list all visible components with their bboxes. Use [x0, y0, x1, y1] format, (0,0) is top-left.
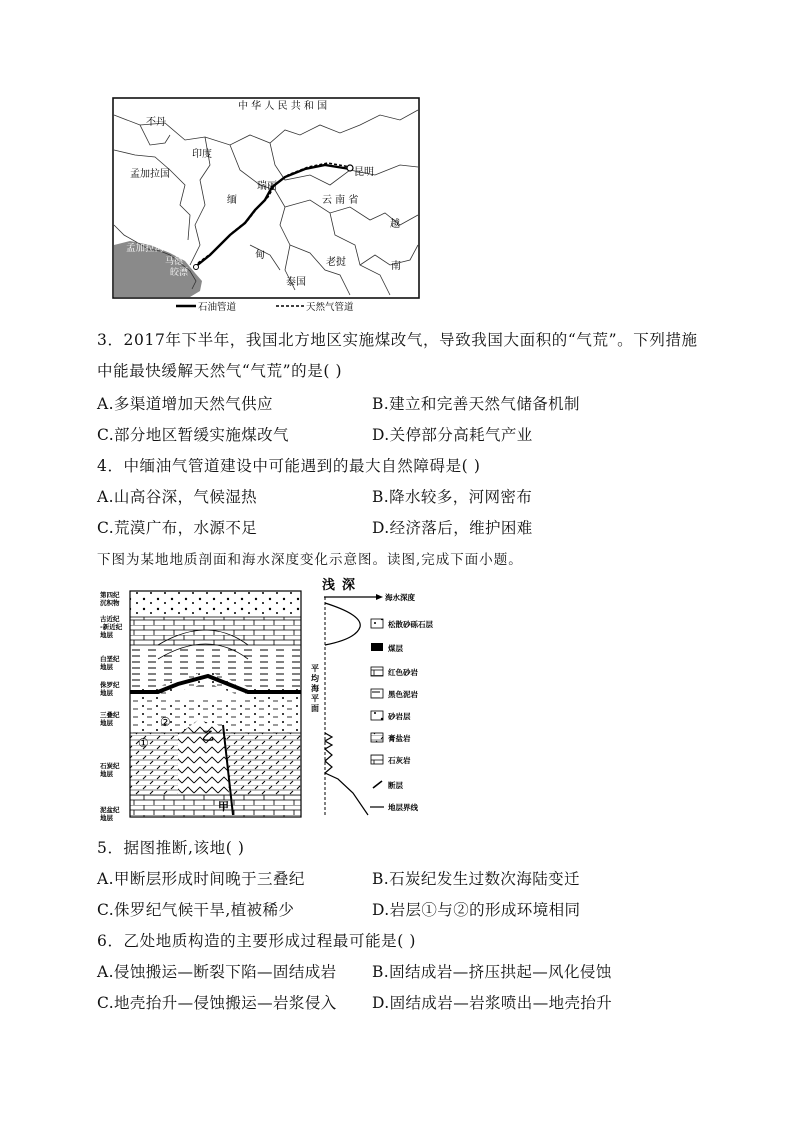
legend-boundary: 地层界线	[388, 803, 418, 812]
label-kunming: 昆明	[354, 167, 374, 178]
q3-option-b[interactable]: B.建立和完善天然气储备机制	[372, 395, 580, 413]
q6-option-c[interactable]: C.地壳抬升—侵蚀搬运—岩浆侵入	[97, 994, 337, 1012]
legend-oil-label: 石油管道	[198, 302, 237, 313]
label-myanmar-2: 甸	[255, 250, 265, 261]
mark-jia: 甲	[218, 800, 229, 813]
q5-option-a[interactable]: A.甲断层形成时间晚于三叠纪	[97, 870, 305, 888]
section-intro: 下图为某地地质剖面和海水深度变化示意图。读图,完成下面小题。	[97, 552, 523, 568]
label-devonian-2: 地层	[100, 814, 113, 822]
q5-option-c[interactable]: C.侏罗纪气候干旱,植被稀少	[97, 901, 295, 919]
q5-option-d[interactable]: D.岩层①与②的形成环境相同	[372, 901, 581, 919]
geo-legend	[370, 619, 433, 812]
label-sea-depth: 海水深度	[385, 593, 415, 602]
svg-text:平: 平	[311, 664, 319, 673]
label-paleogene-2: -新近纪	[100, 623, 123, 631]
label-bay: 孟加拉湾	[126, 243, 165, 254]
legend-limestone-swatch	[371, 755, 383, 764]
label-jurassic-2: 地层	[100, 689, 113, 697]
legend-fault-swatch	[373, 781, 382, 788]
legend-red-sandstone-swatch	[371, 667, 383, 676]
q4-option-d[interactable]: D.经济落后，维护困难	[372, 519, 533, 537]
cross-section	[130, 591, 301, 817]
q6-option-d[interactable]: D.固结成岩—岩浆喷出—地壳抬升	[372, 994, 613, 1012]
legend-conglomerate: 松散砂砾石层	[388, 620, 433, 629]
label-vietnam-1: 越	[390, 219, 400, 230]
legend-red-sandstone: 红色砂岩	[388, 668, 418, 677]
q6-option-b[interactable]: B.固结成岩—挤压拱起—风化侵蚀	[372, 963, 612, 981]
legend-coal: 煤层	[388, 644, 403, 653]
q3-stem-line2: 中能最快缓解天然气“气荒”的是( )	[97, 362, 343, 380]
mark-yi: 乙	[202, 729, 215, 743]
q5-option-b[interactable]: B.石炭纪发生过数次海陆变迁	[372, 870, 580, 888]
label-msl	[310, 663, 320, 713]
label-cretaceous-2: 地层	[100, 663, 113, 671]
legend-black-mudstone-swatch	[371, 689, 383, 698]
legend-gypsum-swatch	[371, 733, 383, 742]
legend-sandstone-swatch	[371, 711, 383, 720]
q4-option-b[interactable]: B.降水较多，河网密布	[372, 488, 533, 506]
legend-limestone: 石灰岩	[388, 756, 411, 765]
q6-stem: 6．乙处地质构造的主要形成过程最可能是( )	[97, 932, 417, 950]
label-bangladesh: 孟加拉国	[130, 169, 170, 180]
label-carboniferous-2: 地层	[100, 770, 113, 778]
svg-text:均: 均	[311, 674, 319, 683]
geology-figure	[98, 575, 458, 825]
mark-one: ①	[138, 736, 149, 750]
arrow-icon	[376, 594, 383, 600]
label-china: 中 华 人 民 共 和 国	[238, 101, 328, 112]
legend-conglomerate-swatch	[371, 619, 383, 628]
label-india: 印度	[192, 149, 212, 160]
label-laos: 老挝	[326, 257, 346, 268]
legend-black-mudstone: 黑色泥岩	[388, 690, 418, 699]
mark-two: ②	[160, 715, 171, 729]
label-deep: 深	[342, 578, 356, 593]
q3-option-a[interactable]: A.多渠道增加天然气供应	[97, 395, 273, 413]
kyaukpyu-dot	[194, 265, 199, 270]
devonian-layer	[130, 795, 301, 817]
label-triassic-2: 地层	[100, 719, 113, 727]
q3-option-d[interactable]: D.关停部分高耗气产业	[372, 426, 533, 444]
label-ruili: 瑞丽	[257, 181, 277, 192]
label-myanmar-1: 缅	[227, 195, 237, 206]
label-vietnam-2: 南	[391, 261, 401, 272]
q4-option-a[interactable]: A.山高谷深，气候湿热	[97, 488, 258, 506]
q3-stem-line1: 3．2017年下半年，我国北方地区实施煤改气，导致我国大面积的“气荒”。下列措施	[97, 331, 698, 349]
legend-fault: 断层	[388, 781, 403, 790]
label-ramree: 马德	[165, 257, 184, 267]
legend-gas-label: 天然气管道	[306, 302, 354, 313]
label-kyaukpyu: 皎漂	[170, 268, 189, 278]
label-shallow: 浅	[322, 578, 336, 593]
label-quaternary-2: 沉积物	[100, 599, 120, 607]
legend-sandstone: 砂岩层	[388, 712, 411, 721]
q5-stem: 5．据图推断,该地( )	[97, 839, 245, 857]
label-bhutan: 不丹	[146, 117, 166, 128]
q4-option-c[interactable]: C.荒漠广布，水源不足	[97, 519, 258, 537]
legend-gypsum: 膏盐岩	[388, 734, 411, 743]
svg-text:海: 海	[311, 684, 319, 693]
svg-text:平: 平	[311, 694, 319, 703]
label-msl-text: 平均海平面	[98, 575, 103, 576]
label-yunnan: 云 南 省	[322, 195, 359, 206]
q6-option-a[interactable]: A.侵蚀搬运—断裂下陷—固结成岩	[97, 963, 337, 981]
label-quaternary-1: 第四纪	[100, 591, 120, 599]
svg-text:面: 面	[311, 704, 319, 713]
label-triassic-1: 三叠纪	[100, 711, 120, 719]
label-paleogene-1: 古近纪	[100, 615, 120, 623]
pipeline-map	[110, 95, 422, 317]
label-thailand: 泰国	[286, 277, 306, 288]
label-jurassic-1: 侏罗纪	[100, 681, 120, 689]
quaternary-layer	[130, 591, 301, 617]
label-paleogene-3: 地层	[100, 631, 113, 639]
label-devonian-1: 泥盆纪	[100, 806, 120, 814]
legend-coal-swatch	[371, 643, 383, 651]
label-cretaceous-1: 白垩纪	[100, 655, 120, 663]
kunming-dot	[347, 165, 353, 171]
q4-stem: 4．中缅油气管道建设中可能遇到的最大自然障碍是( )	[97, 457, 481, 475]
label-carboniferous-1: 石炭纪	[100, 762, 120, 770]
q3-option-c[interactable]: C.部分地区暂缓实施煤改气	[97, 426, 289, 444]
